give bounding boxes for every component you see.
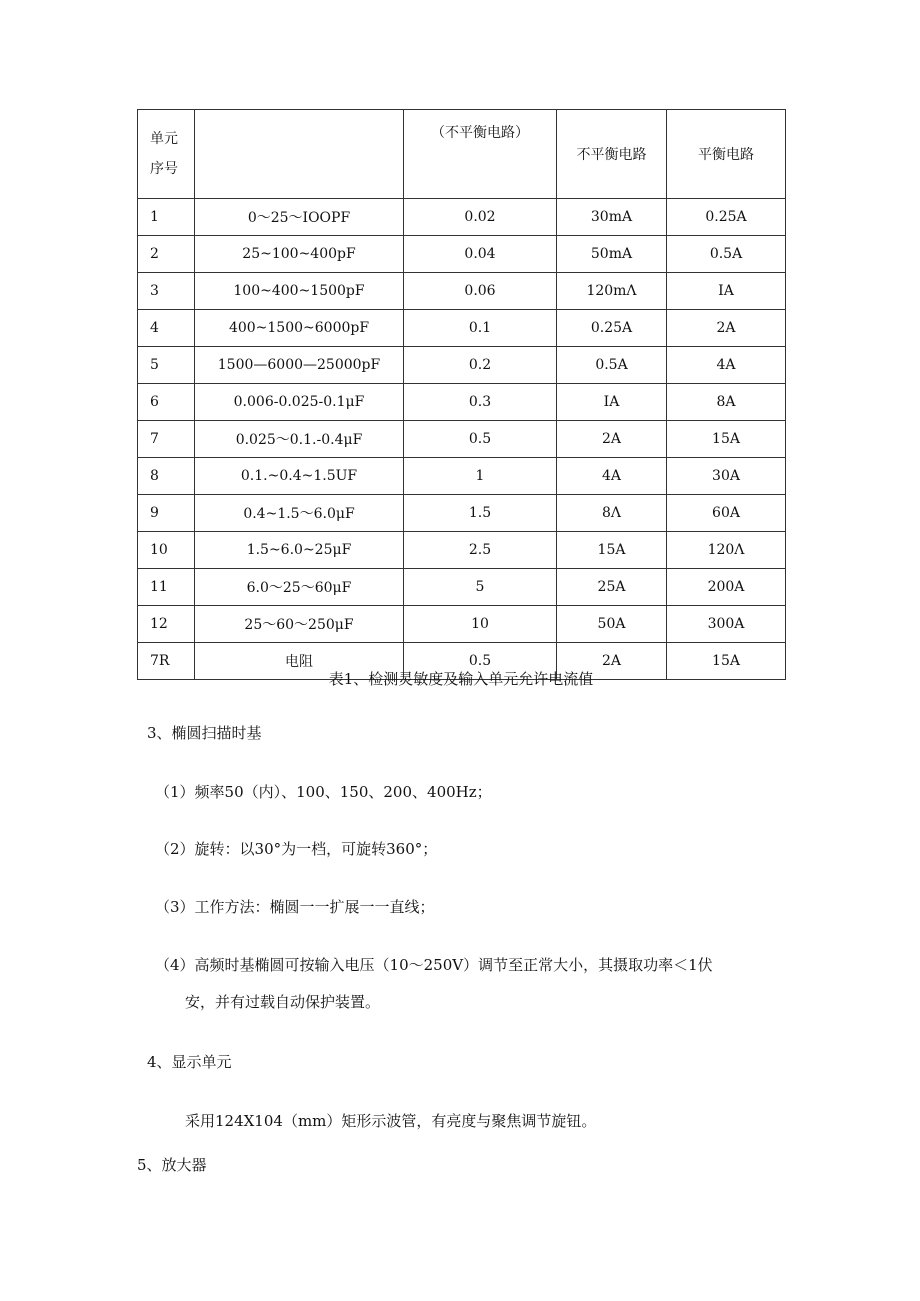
cell-balanced-current: IA <box>667 273 786 310</box>
cell-unit-number: 11 <box>138 569 195 606</box>
section-3-item-2: （2）旋转：以30°为一档，可旋转360°； <box>155 840 438 858</box>
cell-unbalanced-current: 0.25A <box>557 310 667 347</box>
cell-unit-number: 8 <box>138 458 195 495</box>
section-4-title: 4、显示单元 <box>147 1053 232 1071</box>
cell-unbalanced-current: 120mΛ <box>557 273 667 310</box>
cell-sensitivity: 0.3 <box>404 384 557 421</box>
header-unit-number-line1: 单元 <box>150 131 178 147</box>
cell-balanced-current: 120Λ <box>667 532 786 569</box>
cell-capacitance-range: 25~100~400pF <box>195 236 404 273</box>
section-4-body: 采用124X104（mm）矩形示波管，有亮度与聚焦调节旋钮。 <box>185 1112 597 1130</box>
cell-sensitivity: 0.5 <box>404 643 557 680</box>
cell-balanced-current: 200A <box>667 569 786 606</box>
table-row <box>138 199 786 236</box>
table-header-row <box>138 110 786 199</box>
cell-capacitance-range: 0～25～IOOPF <box>195 199 404 236</box>
cell-unit-number: 6 <box>138 384 195 421</box>
section-5-title: 5、放大器 <box>137 1156 207 1174</box>
table-row <box>138 458 786 495</box>
cell-unbalanced-current: 4A <box>557 458 667 495</box>
table-row <box>138 236 786 273</box>
cell-capacitance-range: 400~1500~6000pF <box>195 310 404 347</box>
cell-unit-number: 3 <box>138 273 195 310</box>
cell-sensitivity: 1.5 <box>404 495 557 532</box>
section-3-item-1: （1）频率50（内）、100、150、200、400Hz； <box>155 783 492 801</box>
cell-capacitance-range: 1500—6000—25000pF <box>195 347 404 384</box>
cell-balanced-current: 15A <box>667 643 786 680</box>
header-sensitivity: （不平衡电路） <box>404 110 557 199</box>
cell-capacitance-range: 100~400~1500pF <box>195 273 404 310</box>
cell-balanced-current: 0.5A <box>667 236 786 273</box>
cell-sensitivity: 1 <box>404 458 557 495</box>
cell-unbalanced-current: 0.5A <box>557 347 667 384</box>
table-row <box>138 347 786 384</box>
cell-unit-number: 5 <box>138 347 195 384</box>
cell-unit-number: 2 <box>138 236 195 273</box>
cell-capacitance-range: 1.5~6.0~25μF <box>195 532 404 569</box>
cell-capacitance-range: 0.1.~0.4~1.5UF <box>195 458 404 495</box>
cell-unbalanced-current: 15A <box>557 532 667 569</box>
sensitivity-table <box>137 109 786 680</box>
section-3-item-4-line-1: （4）高频时基椭圆可按输入电压（10～250V）调节至正常大小，其摄取功率＜1伏 <box>155 956 713 974</box>
cell-sensitivity: 2.5 <box>404 532 557 569</box>
header-range <box>195 110 404 199</box>
cell-capacitance-range: 6.0～25～60μF <box>195 569 404 606</box>
cell-unbalanced-current: 50A <box>557 606 667 643</box>
cell-capacitance-range: 0.4~1.5～6.0μF <box>195 495 404 532</box>
cell-balanced-current: 0.25A <box>667 199 786 236</box>
cell-unbalanced-current: 2A <box>557 421 667 458</box>
cell-balanced-current: 60A <box>667 495 786 532</box>
header-unit-number-line2: 序号 <box>150 161 178 177</box>
cell-unit-number: 1 <box>138 199 195 236</box>
section-3-title: 3、椭圆扫描时基 <box>147 724 262 742</box>
cell-balanced-current: 2A <box>667 310 786 347</box>
cell-unit-number: 12 <box>138 606 195 643</box>
cell-sensitivity: 5 <box>404 569 557 606</box>
cell-unbalanced-current: 30mA <box>557 199 667 236</box>
header-balanced: 平衡电路 <box>667 110 786 199</box>
cell-capacitance-range: 0.006-0.025-0.1μF <box>195 384 404 421</box>
table-caption: 表1、检测灵敏度及输入单元允许电流值 <box>328 670 594 688</box>
section-3-item-4-line-2: 安，并有过载自动保护装置。 <box>185 993 381 1011</box>
cell-balanced-current: 8A <box>667 384 786 421</box>
cell-balanced-current: 30A <box>667 458 786 495</box>
cell-sensitivity: 0.02 <box>404 199 557 236</box>
cell-sensitivity: 10 <box>404 606 557 643</box>
cell-unbalanced-current: 50mA <box>557 236 667 273</box>
cell-balanced-current: 15A <box>667 421 786 458</box>
cell-sensitivity: 0.5 <box>404 421 557 458</box>
table-row <box>138 384 786 421</box>
cell-balanced-current: 4A <box>667 347 786 384</box>
table-row <box>138 569 786 606</box>
cell-unbalanced-current: 8Λ <box>557 495 667 532</box>
cell-unit-number: 4 <box>138 310 195 347</box>
section-3-item-3: （3）工作方法：椭圆一一扩展一一直线； <box>155 898 435 916</box>
cell-capacitance-range: 电阻 <box>195 643 404 680</box>
cell-unit-number: 10 <box>138 532 195 569</box>
table-row <box>138 273 786 310</box>
cell-sensitivity: 0.2 <box>404 347 557 384</box>
table-row <box>138 310 786 347</box>
table-row <box>138 532 786 569</box>
header-unit-number <box>138 110 195 199</box>
cell-unbalanced-current: 25A <box>557 569 667 606</box>
cell-unbalanced-current: 2A <box>557 643 667 680</box>
cell-unit-number: 7R <box>138 643 195 680</box>
cell-balanced-current: 300A <box>667 606 786 643</box>
table-row <box>138 495 786 532</box>
cell-capacitance-range: 25～60～250μF <box>195 606 404 643</box>
header-unbalanced: 不平衡电路 <box>557 110 667 199</box>
cell-unit-number: 9 <box>138 495 195 532</box>
cell-sensitivity: 0.1 <box>404 310 557 347</box>
table-row <box>138 421 786 458</box>
cell-capacitance-range: 0.025～0.1.-0.4μF <box>195 421 404 458</box>
cell-unit-number: 7 <box>138 421 195 458</box>
cell-sensitivity: 0.06 <box>404 273 557 310</box>
table-row <box>138 606 786 643</box>
cell-sensitivity: 0.04 <box>404 236 557 273</box>
cell-unbalanced-current: IA <box>557 384 667 421</box>
